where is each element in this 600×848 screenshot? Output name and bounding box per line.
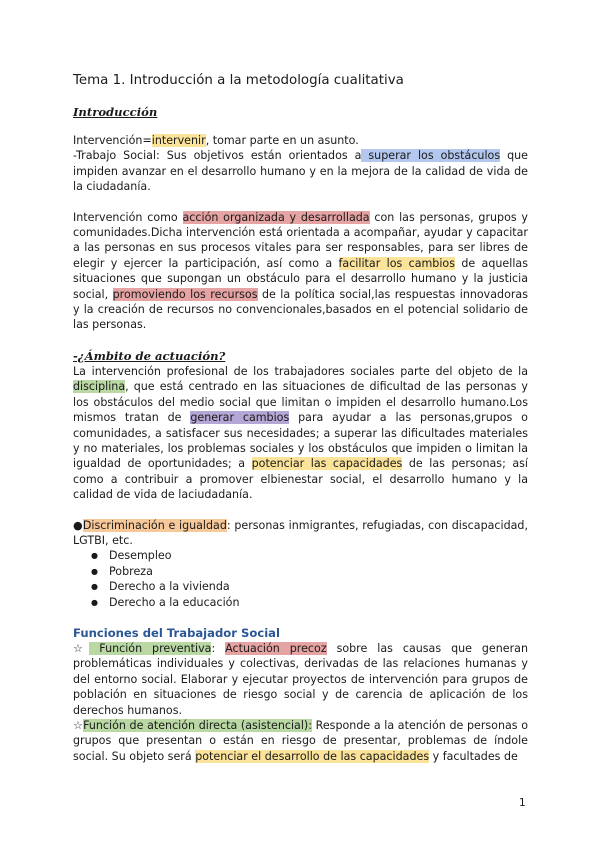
text-span: La intervención profesional de los trabajadores sociales parte del objeto de la bbox=[73, 364, 528, 378]
spacer bbox=[73, 333, 528, 348]
scope-paragraph bbox=[73, 364, 528, 503]
text-span: , tomar parte en un asunto. bbox=[205, 134, 359, 147]
text-span: Responde a la atención de personas o grupos que presentan o están en riesgo de presentar, problemas de índole social. Su objeto será bbox=[73, 719, 529, 763]
text-span: , que está centrado en las situaciones de dificultad de las personas y los obstáculos del medio social que limitan o impiden el desarrollo humano.Los mismos tratan de bbox=[73, 380, 528, 425]
highlight-potenciar-capacidades: potenciar las capacidades bbox=[251, 457, 403, 471]
bullet-icon: ● bbox=[73, 518, 83, 532]
text-span: para ayudar a las personas,grupos o comunidades, a satisfacer sus necesidades; a superar las dificultades materiales y no materiales, los problemas sociales y los obstáculos que impiden o limitan la igualdad de oportunidades; a bbox=[73, 411, 528, 471]
text-span: Intervención como bbox=[73, 210, 183, 224]
highlight-promoviendo-recursos: promoviendo los recursos bbox=[112, 287, 258, 301]
text-span: -Trabajo Social: Sus objetivos están orientados a bbox=[73, 149, 362, 163]
text-span: de aquellas situaciones que supongan un obstáculo para el desarrollo humano y la justicia social, bbox=[73, 256, 528, 301]
document-content bbox=[73, 72, 528, 764]
function-preventiva-paragraph bbox=[73, 641, 528, 718]
list-item: ● Desempleo bbox=[91, 548, 528, 563]
highlight-discriminacion: Discriminación e igualdad bbox=[82, 518, 227, 532]
highlight-intervenir: intervenir bbox=[151, 134, 206, 147]
document-title: Tema 1. Introducción a la metodología cualitativa bbox=[73, 73, 404, 88]
scope-heading: -¿Ámbito de actuación? bbox=[73, 348, 226, 363]
text-span: Intervención= bbox=[73, 134, 152, 147]
text-span: con las personas, grupos y comunidades.Dicha intervención está orientada a acompañar, ayudar y capacitar a las personas en sus procesos vitales para ser responsables, para ser libres de elegir y ejercer la participación, así como a bbox=[73, 210, 528, 270]
highlight-facilitar-cambios: facilitar los cambios bbox=[338, 256, 455, 270]
functions-heading: Funciones del Trabajador Social bbox=[73, 625, 280, 640]
text-span: de las personas; así como a contribuir a promover elbienestar social, el desarrollo humano y la calidad de vida de laciudadanía. bbox=[73, 457, 529, 502]
function-atencion-paragraph bbox=[73, 718, 528, 764]
text-span: : bbox=[211, 641, 226, 655]
spacer bbox=[73, 503, 528, 518]
highlight-accion-organizada: acción organizada y desarrollada bbox=[182, 210, 370, 224]
discrimination-paragraph bbox=[73, 518, 528, 549]
text-span: que impiden avanzar en el desarrollo humano y en la mejora de la calidad de vida de la ciudadanía. bbox=[73, 149, 528, 194]
highlight-funcion-preventiva: Función preventiva bbox=[89, 641, 212, 655]
discrimination-list bbox=[73, 548, 528, 610]
list-item: ● Pobreza bbox=[91, 564, 528, 579]
text-span: y facultades de bbox=[429, 749, 518, 763]
highlight-funcion-atencion: Función de atención directa (asistencial): bbox=[83, 719, 312, 732]
highlight-generar-cambios: generar cambios bbox=[190, 411, 290, 425]
highlight-disciplina: disciplina bbox=[73, 380, 126, 394]
page-number: 1 bbox=[519, 797, 526, 809]
highlight-superar-obstaculos: superar los obstáculos bbox=[361, 149, 501, 163]
text-span: : personas inmigrantes, refugiadas, con discapacidad, LGTBI, etc. bbox=[73, 518, 529, 547]
highlight-potenciar-desarrollo: potenciar el desarrollo de las capacidades bbox=[195, 749, 430, 763]
highlight-actuacion-precoz: Actuación precoz bbox=[225, 641, 327, 655]
star-icon: ☆ bbox=[73, 719, 84, 732]
intro-paragraph-2 bbox=[73, 148, 528, 194]
intro-paragraph-1 bbox=[73, 133, 528, 148]
list-item: ● Derecho a la vivienda bbox=[91, 579, 528, 594]
text-span: sobre las causas que generan problemáticas individuales y colectivas, derivadas de las relaciones humanas y del entorno social. Elaborar y ejecutar proyectos de intervención para grupos de población en situaciones de riesgo social y de carencia de aplicación de los derechos humanos. bbox=[73, 641, 529, 717]
text-span: de la política social,las respuestas innovadoras y la creación de recursos no convencionales,basados en el potencial solidario de las personas. bbox=[73, 287, 529, 332]
intro-paragraph-3 bbox=[73, 210, 528, 333]
star-icon: ☆ bbox=[73, 641, 90, 655]
spacer bbox=[73, 610, 528, 625]
list-item: ● Derecho a la educación bbox=[91, 595, 528, 610]
intro-heading: Introducción bbox=[73, 105, 158, 119]
spacer bbox=[73, 195, 528, 210]
